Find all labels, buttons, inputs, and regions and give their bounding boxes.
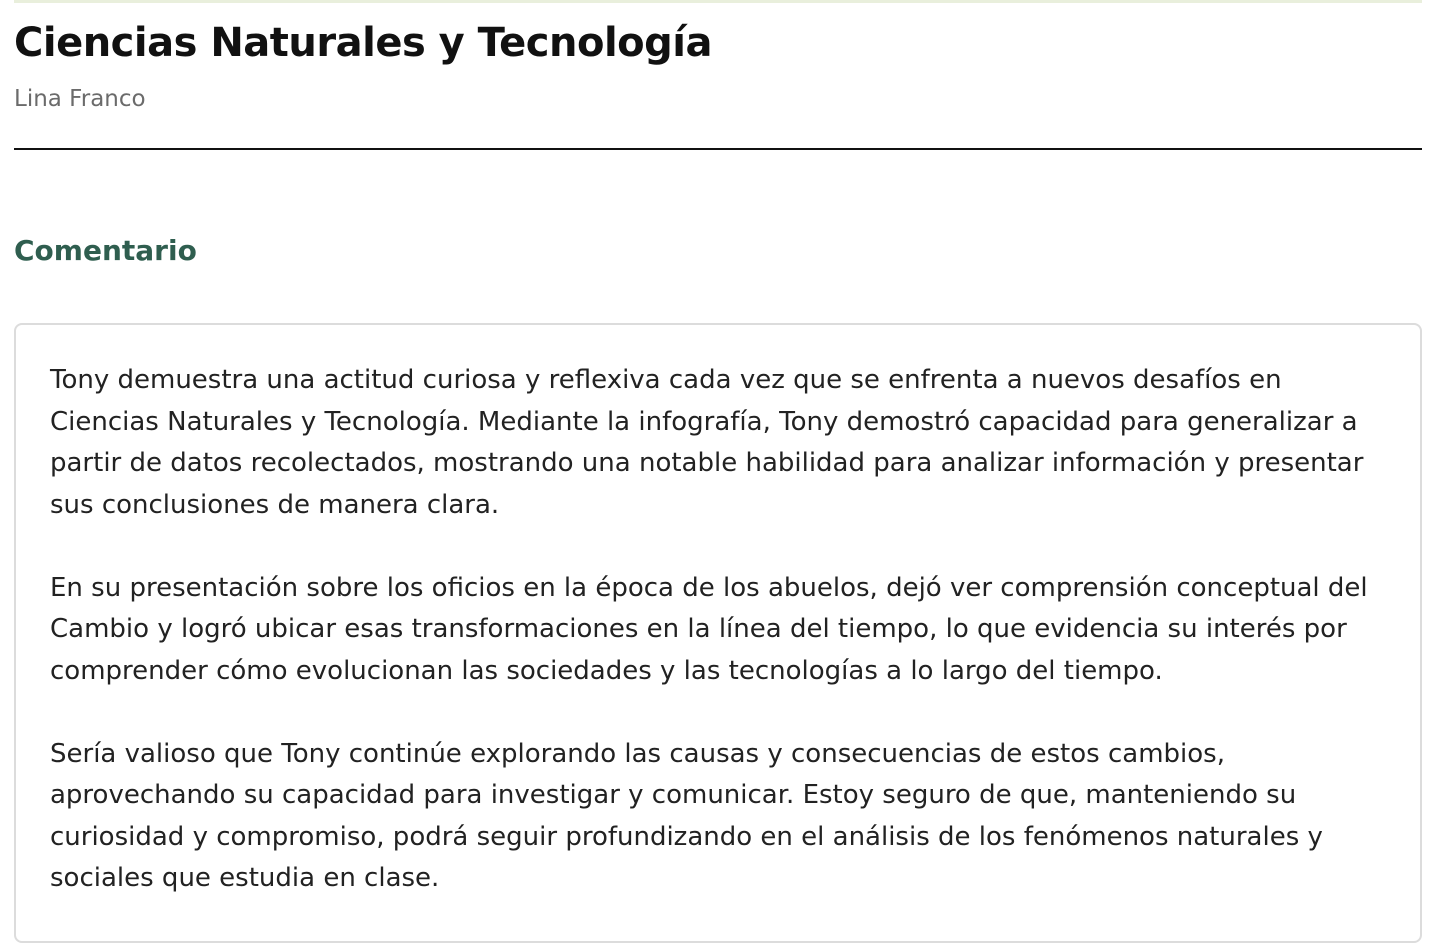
subject-title: Ciencias Naturales y Tecnología xyxy=(14,20,712,66)
report-header xyxy=(14,0,1422,150)
comment-paragraph-1: Tony demuestra una actitud curiosa y reflexiva cada vez que se enfrenta a nuevos desafíos en Ciencias Naturales y Tecnología. Mediante la infografía, Tony demostró capacidad para generalizar a partir de datos recolectados, mostrando una notable habilidad para analizar información y presentar sus conclusiones de manera clara. xyxy=(50,365,1364,520)
teacher-name: Lina Franco xyxy=(14,86,146,112)
comment-paragraph-3: Sería valioso que Tony continúe explorando las causas y consecuencias de estos cambios, aprovechando su capacidad para investigar y comunicar. Estoy seguro de que, manteniendo su curiosidad y compromiso, podrá seguir profundizando en el análisis de los fenómenos naturales y sociales que estudia en clase. xyxy=(50,738,1323,893)
comment-card xyxy=(14,323,1422,943)
comment-section-heading: Comentario xyxy=(14,234,197,267)
comment-paragraph-2: En su presentación sobre los oficios en la época de los abuelos, dejó ver comprensión conceptual del Cambio y logró ubicar esas transformaciones en la línea del tiempo, lo que evidencia su interés por comprender cómo evolucionan las sociedades y las tecnologías a lo largo del tiempo. xyxy=(50,572,1368,686)
comment-body xyxy=(50,360,1380,941)
